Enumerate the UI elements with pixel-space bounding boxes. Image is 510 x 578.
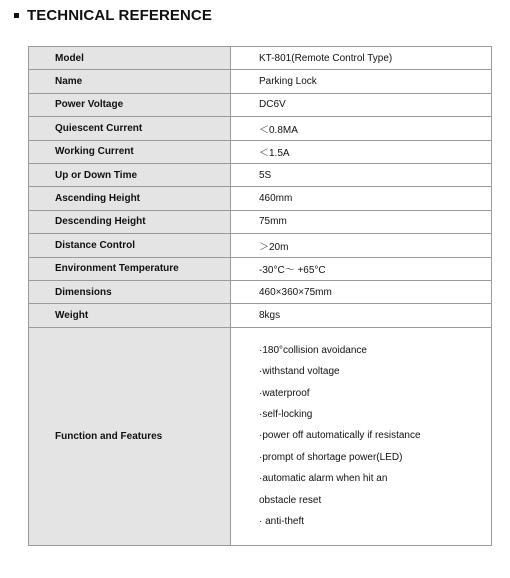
- spec-label: Weight: [29, 304, 231, 327]
- feature-item: ·waterproof: [259, 387, 310, 399]
- feature-item: · anti-theft: [259, 516, 305, 528]
- table-row: [29, 210, 492, 233]
- table-row: [29, 163, 492, 186]
- table-row: [29, 304, 492, 327]
- spec-label: Working Current: [29, 140, 231, 163]
- table-row: [29, 140, 492, 163]
- feature-item: ·self-locking: [259, 409, 313, 421]
- spec-value: KT-801(Remote Control Type): [231, 47, 492, 70]
- spec-label: Name: [29, 70, 231, 93]
- spec-label: Model: [29, 47, 231, 70]
- spec-value: DC6V: [231, 93, 492, 116]
- spec-value: -30°C～ +65°C: [231, 257, 492, 280]
- spec-label: Quiescent Current: [29, 117, 231, 140]
- spec-table: [28, 46, 492, 546]
- feature-item: ·automatic alarm when hit an: [259, 473, 388, 485]
- feature-item: ·prompt of shortage power(LED): [259, 451, 403, 463]
- spec-value: 5S: [231, 163, 492, 186]
- spec-label: Ascending Height: [29, 187, 231, 210]
- features-row: [29, 327, 492, 545]
- spec-label: Distance Control: [29, 234, 231, 257]
- spec-label: Dimensions: [29, 280, 231, 303]
- section-heading: [14, 5, 212, 25]
- spec-label: Environment Temperature: [29, 257, 231, 280]
- spec-value: 460mm: [231, 187, 492, 210]
- table-row: [29, 257, 492, 280]
- feature-item: ·withstand voltage: [259, 366, 340, 378]
- feature-item: ·180°collision avoidance: [259, 344, 367, 356]
- feature-item: obstacle reset: [259, 494, 322, 506]
- spec-value: 8kgs: [231, 304, 492, 327]
- spec-value: 460×360×75mm: [231, 280, 492, 303]
- spec-label: Power Voltage: [29, 93, 231, 116]
- square-bullet-icon: [14, 13, 19, 18]
- spec-value: ＜0.8MA: [231, 117, 492, 140]
- table-row: [29, 47, 492, 70]
- table-row: [29, 187, 492, 210]
- section-title: TECHNICAL REFERENCE: [27, 6, 212, 24]
- spec-value: ＞20m: [231, 234, 492, 257]
- spec-value: 75mm: [231, 210, 492, 233]
- table-row: [29, 280, 492, 303]
- features-value: [231, 327, 492, 545]
- features-list: [259, 340, 491, 533]
- spec-label: Up or Down Time: [29, 163, 231, 186]
- table-row: [29, 70, 492, 93]
- spec-value: ＜1.5A: [231, 140, 492, 163]
- spec-label: Descending Height: [29, 210, 231, 233]
- features-label: Function and Features: [29, 327, 231, 545]
- feature-item: ·power off automatically if resistance: [259, 430, 421, 442]
- table-row: [29, 234, 492, 257]
- table-row: [29, 93, 492, 116]
- spec-value: Parking Lock: [231, 70, 492, 93]
- table-row: [29, 117, 492, 140]
